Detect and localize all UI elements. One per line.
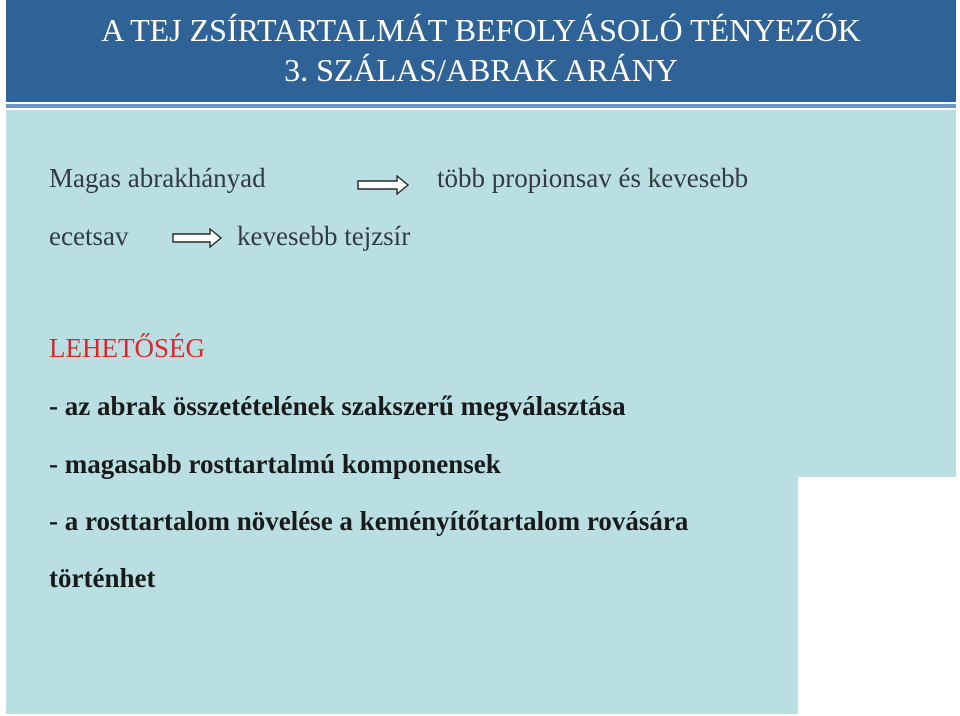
- bullet-item-1: - az abrak összetételének szakszerű megválasztása: [49, 391, 626, 421]
- bullet-item-3: - a rosttartalom növelése a keményítőtartalom rovására: [49, 506, 689, 536]
- title-divider: [6, 104, 956, 108]
- bullet-item-2: - magasabb rosttartalmú komponensek: [49, 449, 501, 479]
- corner-blank-area: [798, 477, 960, 716]
- line1-right-text: több propionsav és kevesebb: [437, 163, 749, 193]
- line2-left-text: ecetsav: [49, 221, 129, 251]
- slide-title-line-2: 3. SZÁLAS/ABRAK ARÁNY: [284, 52, 678, 88]
- right-arrow-icon: [172, 228, 222, 248]
- slide-title-line-1: A TEJ ZSÍRTARTALMÁT BEFOLYÁSOLÓ TÉNYEZŐK: [101, 12, 861, 48]
- section-heading: LEHETŐSÉG: [49, 333, 205, 363]
- line1-left-text: Magas abrakhányad: [49, 163, 266, 193]
- bullet-continuation: történhet: [49, 563, 156, 593]
- right-arrow-icon: [357, 175, 409, 195]
- line2-right-text: kevesebb tejzsír: [237, 221, 411, 251]
